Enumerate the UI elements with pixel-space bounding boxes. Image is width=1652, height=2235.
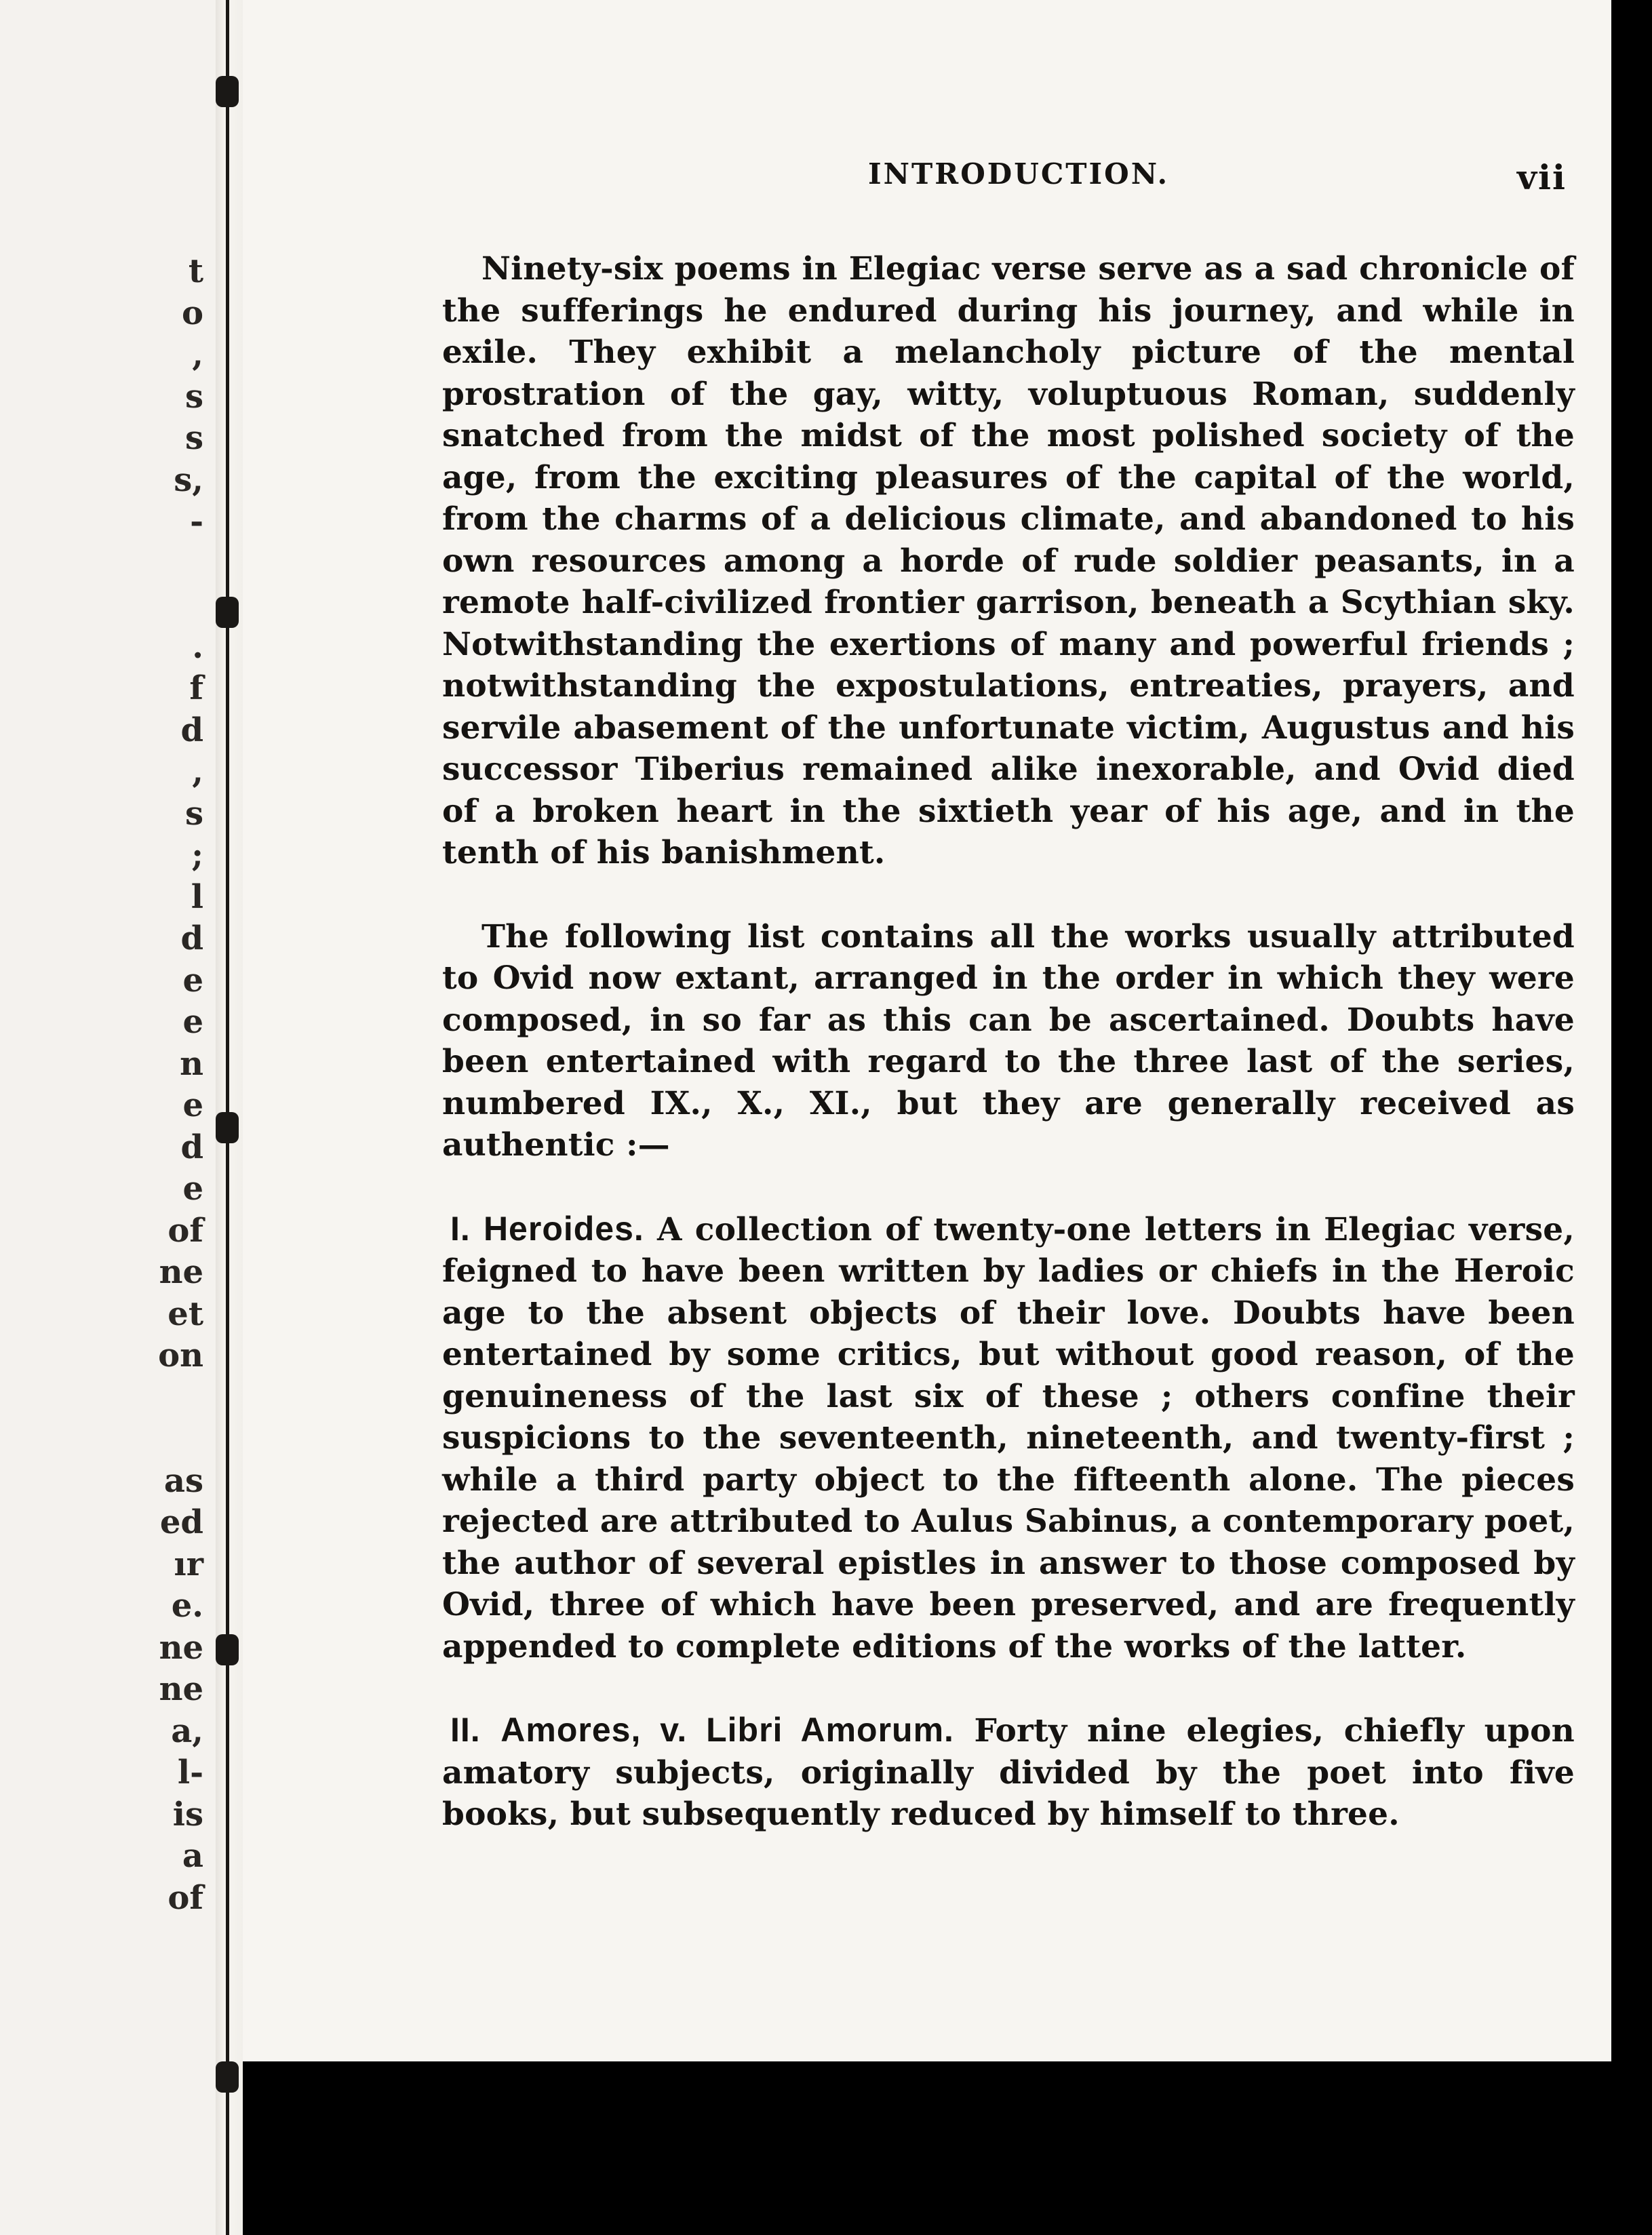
paragraph-works-list-intro: The following list contains all the works usually attributed to Ovid now extant, arranged in the order in which they were composed, in so far as this can be ascertained. Doubts have been entertained with regard to the three last of the series, numbered IX., X., XI., but they are generally received as authentic :— — [442, 917, 1575, 1164]
left-fragment: ne — [159, 1253, 203, 1291]
entry-amores — [442, 1709, 1575, 1836]
left-fragment: d — [180, 919, 203, 957]
left-fragment: e. — [171, 1587, 203, 1625]
left-fragment — [122, 585, 203, 627]
entry-numeral: I. — [450, 1209, 471, 1248]
left-fragment: on — [158, 1337, 203, 1374]
left-fragment: , — [192, 753, 203, 791]
left-fragment: a — [182, 1837, 203, 1875]
page-number: vii — [1516, 157, 1567, 197]
left-fragment: d — [180, 1128, 203, 1166]
left-fragment: l- — [177, 1754, 203, 1792]
binding-stitch — [216, 1634, 239, 1665]
left-fragment: s — [184, 377, 203, 416]
left-fragment: of — [168, 1878, 203, 1917]
left-fragment: as — [163, 1461, 203, 1500]
left-fragment: l — [191, 877, 203, 916]
binding-stitch — [216, 597, 239, 628]
entry-title: Amores, v. Libri Amorum. — [500, 1711, 954, 1749]
left-fragment — [122, 543, 203, 585]
left-fragment: d — [180, 711, 203, 749]
left-fragment: . — [192, 627, 203, 666]
page-header — [434, 157, 1567, 212]
left-fragment: of — [168, 1211, 203, 1250]
left-fragment: e — [182, 1086, 203, 1124]
left-fragment: s — [184, 794, 203, 833]
entry-text: A collection of twenty-one letters in Elegiac verse, feigned to have been written by ladies or chiefs in the Heroic age to the absent objects of their love. Doubts have been entertained by some critics, but without good reason, of the genuineness of the last six of these ; others confine their suspicions to the seventeenth, nineteenth, and twenty-first ; while a third party object to the fifteenth alone. The pieces rejected are attributed to Aulus Sabinus, a contemporary poet, the author of several epistles in answer to those composed by Ovid, three of which have been preserved, and are frequently appended to complete editions of the works of the latter. — [442, 1210, 1575, 1665]
entry-title: Heroides. — [483, 1209, 644, 1248]
left-fragment: e — [182, 961, 203, 1000]
running-head: INTRODUCTION. — [868, 157, 1170, 191]
binding-stitch — [216, 1112, 239, 1143]
left-fragment: a, — [171, 1712, 203, 1750]
left-page-text-fragments — [122, 251, 203, 1919]
left-fragment: s, — [174, 460, 203, 499]
body-text — [442, 248, 1575, 1878]
left-fragment: , — [192, 336, 203, 374]
left-fragment: ne — [159, 1670, 203, 1708]
left-fragment: t — [188, 252, 203, 290]
left-fragment: n — [180, 1044, 203, 1083]
left-fragment: ; — [191, 836, 203, 874]
left-fragment: is — [172, 1795, 203, 1834]
paragraph-exile: Ninety-six poems in Elegiac verse serve as a sad chronicle of the sufferings he endured during his journey, and while in exile. They exhibit a melancholy picture of the mental prostration of the gay, witty, voluptuous Roman, suddenly snatched from the midst of the most polished society of the age, from the exciting pleasures of the capital of the world, from the charms of a delicious climate, and abandoned to his own resources among a horde of rude soldier peasants, in a remote half-civilized frontier garrison, beneath a Scythian sky. Notwithstanding the exertions of many and powerful friends ; notwithstanding the expostulations, entreaties, prayers, and servile abasement of the unfortunate victim, Augustus and his successor Tiberius remained alike inexorable, and Ovid died of a broken heart in the sixtieth year of his age, and in the tenth of his banishment. — [442, 250, 1575, 871]
left-fragment: o — [181, 294, 203, 332]
entry-text: Forty nine elegies, chiefly upon amatory subjects, originally divided by the poet into five books, but subsequently reduced by himself to three. — [442, 1712, 1575, 1833]
scan-right-border — [1611, 0, 1652, 2235]
binding-stitch — [216, 2061, 239, 2093]
left-fragment: ed — [159, 1503, 203, 1541]
left-fragment — [122, 1377, 203, 1419]
left-fragment: s — [184, 419, 203, 457]
left-fragment: et — [168, 1294, 203, 1333]
left-fragment: e — [182, 1170, 203, 1208]
left-fragment: - — [190, 502, 203, 540]
left-page-edge — [0, 0, 216, 2235]
binding-stitch — [216, 76, 239, 107]
left-fragment: ne — [159, 1628, 203, 1667]
scan-bottom-border — [243, 2061, 1611, 2235]
entry-heroides — [442, 1208, 1575, 1668]
left-fragment — [122, 1419, 203, 1461]
entry-numeral: II. — [450, 1711, 481, 1749]
left-fragment: f — [189, 669, 203, 707]
left-fragment: ır — [174, 1545, 203, 1583]
left-fragment: e — [182, 1003, 203, 1041]
